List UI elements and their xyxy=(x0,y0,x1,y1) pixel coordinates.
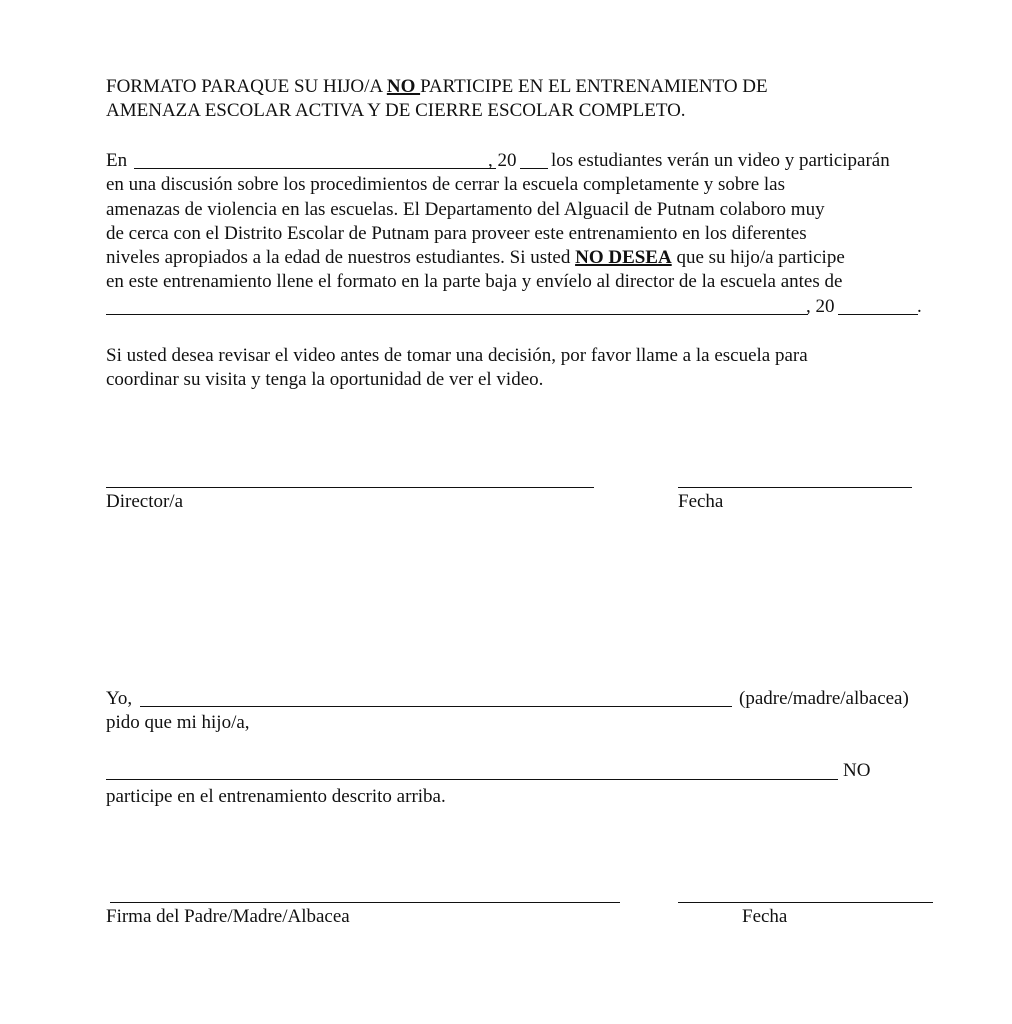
p1-l5-text-a: niveles apropiados a la edad de nuestros estudiantes. Si usted xyxy=(106,247,576,268)
title-no-emphasis: NO xyxy=(386,76,421,97)
no-desea-emphasis: NO DESEA xyxy=(575,247,672,268)
director-signature-line[interactable] xyxy=(106,487,594,488)
paragraph1-line-3: amenazas de violencia en las escuelas. El Departamento del Alguacil de Putnam colaboro muy xyxy=(106,199,825,220)
date-blank-line[interactable] xyxy=(134,168,496,169)
paragraph1-line-6: en este entrenamiento llene el formato en la parte baja y envíelo al director de la escuela antes de xyxy=(106,271,843,292)
deadline-date-blank-line[interactable] xyxy=(106,314,808,315)
no-label: NO xyxy=(843,760,871,781)
year-blank-line[interactable] xyxy=(520,168,548,169)
en-label: En xyxy=(106,150,128,171)
director-label: Director/a xyxy=(106,491,184,512)
p1-l5-text-b: que su hijo/a participe xyxy=(671,247,845,268)
role-label: (padre/madre/albacea) xyxy=(739,688,909,709)
paragraph2-line-1: Si usted desea revisar el video antes de tomar una decisión, por favor llame a la escuela para xyxy=(106,345,808,366)
paragraph1-line-1-rest: los estudiantes verán un video y participarán xyxy=(551,150,890,171)
yo-label: Yo, xyxy=(106,688,133,709)
form-title-line-1 xyxy=(106,75,768,99)
parent-signature-line[interactable] xyxy=(110,902,620,903)
deadline-year-blank-line[interactable] xyxy=(838,314,918,315)
paragraph1-year-label xyxy=(488,149,517,173)
deadline-period: . xyxy=(917,296,922,317)
participate-text: participe en el entrenamiento descrito arriba. xyxy=(106,786,446,807)
title-text-a: FORMATO PARAQUE SU HIJO/A xyxy=(106,76,387,97)
director-date-line[interactable] xyxy=(678,487,912,488)
title-text-b: PARTICIPE EN EL ENTRENAMIENTO DE xyxy=(420,76,768,97)
parent-date-label: Fecha xyxy=(742,906,788,927)
paragraph1-line-1 xyxy=(106,149,127,173)
director-date-label: Fecha xyxy=(678,491,724,512)
deadline-year-label: , 20 xyxy=(806,296,835,317)
parent-signature-label: Firma del Padre/Madre/Albacea xyxy=(106,906,350,927)
request-text: pido que mi hijo/a, xyxy=(106,712,250,733)
paragraph2-line-2: coordinar su visita y tenga la oportunidad de ver el video. xyxy=(106,369,544,390)
form-title-line-2: AMENAZA ESCOLAR ACTIVA Y DE CIERRE ESCOLAR COMPLETO. xyxy=(106,100,686,121)
child-name-line[interactable] xyxy=(106,779,838,780)
year-prefix: , 20 xyxy=(488,150,517,171)
paragraph1-line-4: de cerca con el Distrito Escolar de Putnam para proveer este entrenamiento en los diferentes xyxy=(106,223,807,244)
paragraph1-line-5 xyxy=(106,246,845,270)
parent-name-line[interactable] xyxy=(140,706,732,707)
paragraph1-line-2: en una discusión sobre los procedimientos de cerrar la escuela completamente y sobre las xyxy=(106,174,786,195)
parent-date-line[interactable] xyxy=(678,902,933,903)
